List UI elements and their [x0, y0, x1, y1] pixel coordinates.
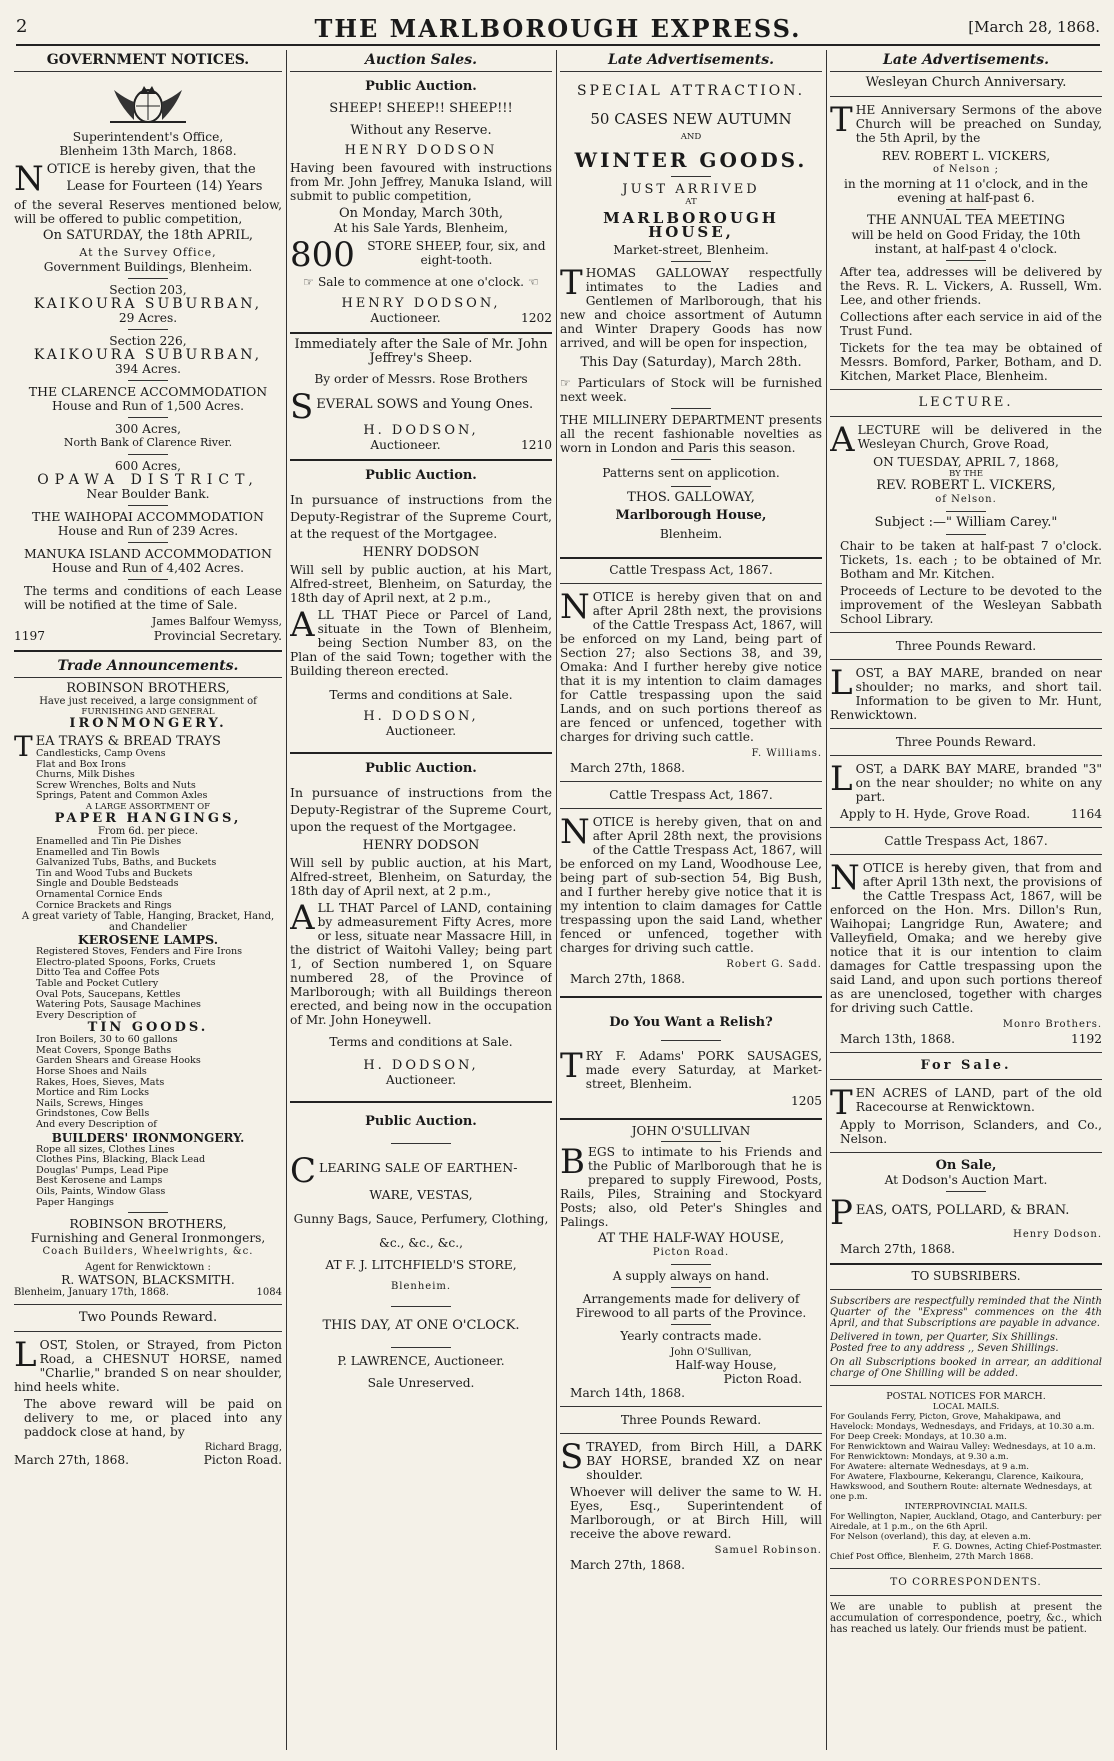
column-government-notices: [14, 50, 282, 1750]
list-item: Galvanized Tubs, Baths, and Buckets: [36, 857, 217, 869]
sows-line: EVERAL SOWS and Young Ones.: [316, 397, 534, 412]
ad-date: March 14th, 1868.: [570, 1386, 686, 1400]
ad-date: March 27th, 1868.: [570, 1558, 686, 1572]
reserve-line: Without any Reserve.: [350, 123, 492, 138]
section-acres: 394 Acres.: [115, 362, 181, 376]
this-day: This Day (Saturday), March 28th.: [580, 355, 802, 370]
list-item: Flat and Box Irons: [36, 758, 126, 770]
store-name: AT F. J. LITCHFIELD'S STORE,: [325, 1258, 517, 1272]
act-title: Cattle Trespass Act, 1867.: [609, 563, 773, 577]
section-number: Section 226,: [109, 334, 187, 348]
list-item: Douglas' Pumps, Lead Pipe: [36, 1164, 169, 1176]
act-title: Cattle Trespass Act, 1867.: [884, 834, 1048, 848]
drop-cap: S: [560, 1437, 584, 1477]
strayed-notice: TRAYED, from Birch Hill, a DARK BAY HORSE, branded XZ on near shoulder.: [586, 1440, 822, 1482]
column-divider: [286, 50, 287, 1750]
list-item: For Wellington, Napier, Auckland, Otago, and Canterbury: per Airedale, at 1 p.m., on the 6th April.: [830, 1512, 1102, 1532]
drop-cap: A: [290, 605, 315, 645]
lost-notice-reward: The above reward will be paid on delivery to me, or placed into any paddock close at hand, by: [24, 1397, 282, 1440]
list-item: For Nelson (overland), this day, at eleven a.m.: [830, 1532, 1031, 1542]
correspondents-text: We are unable to publish at present the accumulation of correspondence, poetry, &c., which has reached us lately. Our friends must be patient.: [830, 1602, 1102, 1635]
list-item: Oval Pots, Saucepans, Kettles: [36, 988, 181, 1000]
auctioneer-name: H. DODSON,: [363, 709, 479, 724]
section-heading: Late Advertisements.: [830, 50, 1102, 72]
firm-name: ROBINSON BROTHERS,: [66, 681, 230, 696]
proceeds-text: Proceeds of Lecture to be devoted to the improvement of the Wesleyan Sabbath School Library.: [840, 584, 1102, 626]
store-town: Blenheim.: [390, 1281, 452, 1292]
preacher-place: of Nelson ;: [933, 164, 999, 175]
mail-schedule: [830, 1412, 1102, 1502]
signer-road: Picton Road.: [723, 1372, 802, 1386]
ad-date: March 27th, 1868.: [570, 972, 686, 986]
autumn-cases: 50 CASES NEW AUTUMN: [590, 110, 792, 128]
drop-cap: B: [560, 1142, 585, 1182]
list-item: For Deep Creek: Mondays, at 10.30 a.m.: [830, 1432, 1007, 1442]
lecture-title: LECTURE.: [918, 395, 1014, 410]
reserves-text: of the several Reserves mentioned below, will be offered to public competition,: [14, 198, 282, 226]
sheep-count: 800: [290, 235, 355, 275]
will-sell-text: Will sell by public auction, at his Mart, Alfred-street, Blenheim, on Saturday, the 18th day of April next, at 2 p.m.,: [290, 563, 552, 605]
section-heading: Late Advertisements.: [560, 50, 822, 72]
goods-list: [14, 837, 282, 911]
lost-mare-notice: OST, a DARK BAY MARE, branded "3" on the near shoulder; no white on any part.: [855, 762, 1102, 804]
list-item: Rope all sizes, Clothes Lines: [36, 1143, 175, 1155]
tea-date: will be held on Good Friday, the 10th instant, at half-past 4 o'clock.: [851, 228, 1081, 256]
addresses-text: After tea, addresses will be delivered by the Revs. R. L. Vickers, A. Russell, Wm. Lee, and other friends.: [840, 265, 1102, 307]
column-divider: [556, 50, 557, 1750]
signer-name: Richard Bragg,: [204, 1442, 282, 1454]
drop-cap: N: [560, 587, 590, 627]
trespass-notice: OTICE is hereby given that on and after April 28th next, the provisions of the Cattle Trespass Act, 1867, will be enforced on my Land, being part of Section 27; also Sections 38, and 39, Omaka: And I further hereby give notice that it is my intention to claim damages for Cattle trespassing upon the said Lands, and on such portions thereof as are fenced or unfenced, together with charges for driving such cattle.: [560, 590, 822, 744]
produce-line: EAS, OATS, POLLARD, & BRAN.: [855, 1203, 1070, 1218]
by-the-label: BY THE: [948, 469, 984, 479]
list-item: Candlesticks, Camp Ovens: [36, 748, 166, 759]
clarence-title: THE CLARENCE ACCOMMODATION: [28, 384, 268, 399]
signer-name: F. Williams.: [751, 748, 822, 759]
issue-date: [March 28, 1868.: [968, 18, 1100, 36]
list-item: For Renwicktown and Wairau Valley: Wednesdays, at 10 a.m.: [830, 1442, 1096, 1452]
column-divider: [826, 50, 827, 1750]
sale-time: THIS DAY, AT ONE O'CLOCK.: [322, 1318, 520, 1333]
signer-name: James Balfour Wemyss,: [151, 615, 282, 628]
sale-day: On Monday, March 30th,: [339, 206, 503, 221]
postmaster-name: F. G. Downes, Acting Chief-Postmaster.: [932, 1542, 1102, 1552]
list-item: Enamelled and Tin Pie Dishes: [36, 835, 182, 847]
subscribers-title: TO SUBSRIBERS.: [911, 1269, 1021, 1283]
store-name: Marlborough House,: [615, 508, 767, 523]
lease-title: Lease for Fourteen (14) Years: [66, 179, 263, 194]
firm-intro: Have just received, a large consignment of: [39, 696, 257, 707]
drop-cap: S: [290, 387, 314, 427]
commence-line: ☞ Sale to commence at one o'clock. ☜: [303, 275, 539, 289]
signer-name: Robert G. Sadd.: [726, 959, 822, 970]
manuka-title: MANUKA ISLAND ACCOMMODATION: [24, 546, 272, 561]
goods-list: [14, 749, 282, 802]
sausage-notice: RY F. Adams' PORK SAUSAGES, made every Saturday, at Market-street, Blenheim.: [585, 1049, 822, 1091]
service-times: in the morning at 11 o'clock, and in the evening at half-past 6.: [844, 177, 1088, 205]
waihopai-title: THE WAIHOPAI ACCOMMODATION: [32, 509, 264, 524]
ad-number: 1084: [256, 1287, 282, 1299]
mail-schedule: [830, 1512, 1102, 1542]
list-item: Table and Pocket Cutlery: [36, 977, 159, 989]
drop-cap: L: [830, 663, 853, 703]
section-name: KAIKOURA SUBURBAN,: [33, 296, 263, 312]
list-item: Watering Pots, Sausage Machines: [36, 999, 201, 1011]
terms-line: Terms and conditions at Sale.: [329, 688, 513, 702]
list-item: Horse Shoes and Nails: [36, 1066, 147, 1078]
picton-road: Picton Road.: [652, 1247, 730, 1258]
just-arrived: JUST ARRIVED: [622, 182, 760, 197]
drop-cap: C: [290, 1151, 317, 1191]
ad-date: March 27th, 1868.: [840, 1242, 956, 1256]
drop-cap: P: [830, 1193, 853, 1233]
ad-date: Blenheim, January 17th, 1868.: [14, 1287, 169, 1299]
on-sale-title: On Sale,: [935, 1158, 997, 1173]
auctioneer-label: Auctioneer.: [385, 1073, 457, 1087]
apply-line: Apply to H. Hyde, Grove Road.: [840, 807, 1031, 821]
apply-line: Apply to Morrison, Sclanders, and Co., Nelson.: [840, 1118, 1102, 1146]
tickets-text: Tickets for the tea may be obtained of Messrs. Bomford, Parker, Botham, and D. Kitchen, Market Place, Blenheim.: [840, 341, 1102, 383]
land-for-sale: EN ACRES of LAND, part of the old Racecourse at Renwicktown.: [855, 1086, 1102, 1114]
marlborough-house: MARLBOROUGH HOUSE,: [603, 209, 779, 241]
list-item: Enamelled and Tin Bowls: [36, 846, 160, 858]
firm-description: Furnishing and General Ironmongers,: [30, 1231, 266, 1246]
signer-name: John O'Sullivan,: [670, 1347, 752, 1358]
drop-cap: T: [830, 100, 853, 140]
pointing-hand-icon: ☜: [524, 275, 539, 289]
list-item: Springs, Patent and Common Axles: [36, 790, 208, 802]
section-heading: Trade Announcements.: [14, 656, 282, 678]
and-label: AND: [680, 132, 702, 142]
drop-cap: T: [560, 263, 583, 303]
list-item: Nails, Screws, Hinges: [36, 1097, 144, 1109]
goods-list: [14, 1035, 282, 1130]
agent-label: Agent for Renwicktown :: [85, 1262, 211, 1274]
stock-particulars: Particulars of Stock will be furnished next week.: [560, 376, 822, 404]
list-item: For Goulands Ferry, Picton, Grove, Mahakipawa, and Havelock: Mondays, Wednesdays, and Fridays, at 10.30 a.m.: [830, 1412, 1095, 1432]
auctioneer-name: HENRY DODSON: [344, 143, 498, 158]
drop-cap: N: [14, 159, 44, 199]
signer-name: Henry Dodson.: [1013, 1229, 1102, 1240]
section-acres: 29 Acres.: [118, 311, 178, 325]
contracts-line: Yearly contracts made.: [620, 1329, 762, 1343]
section-heading: Auction Sales.: [290, 50, 552, 72]
ad-number: 1202: [520, 311, 552, 325]
list-item: Best Kerosene and Lamps: [36, 1175, 163, 1187]
after-sale: Immediately after the Sale of Mr. John Jeffrey's Sheep.: [294, 337, 548, 366]
supply-line: A supply always on hand.: [612, 1269, 770, 1283]
preacher-name: REV. ROBERT L. VICKERS,: [881, 149, 1051, 163]
list-item: Registered Stoves, Fenders and Fire Irons: [36, 946, 243, 958]
list-item: Iron Boilers, 30 to 60 gallons: [36, 1034, 178, 1046]
ironmongery-title: IRONMONGERY.: [69, 716, 227, 731]
market-street: Market-street, Blenheim.: [613, 243, 769, 257]
opawa-district: OPAWA DISTRICT,: [37, 472, 259, 488]
for-sale-title: For Sale.: [920, 1058, 1012, 1073]
auctioneer-name: H. DODSON,: [363, 1058, 479, 1073]
signer-title: Provincial Secretary.: [153, 629, 282, 643]
notice-text: OTICE is hereby given, that the: [46, 162, 256, 177]
builders-title: BUILDERS' IRONMONGERY.: [51, 1130, 245, 1145]
drop-cap: N: [560, 812, 590, 852]
drop-cap: N: [830, 858, 860, 898]
auctioneer-name: P. LAWRENCE, Auctioneer.: [337, 1354, 505, 1368]
pursuance-text: In pursuance of instructions from the Deputy-Registrar of the Supreme Court, at the request of the Mortgagee.: [290, 492, 552, 541]
posted-rate: Posted free to any address ,, Seven Shillings.: [830, 1343, 1059, 1354]
list-item: Screw Wrenches, Bolts and Nuts: [36, 779, 196, 791]
reward-heading: Three Pounds Reward.: [895, 639, 1037, 653]
list-item: Every Description of: [36, 1009, 136, 1021]
store-town: Blenheim.: [659, 527, 723, 541]
galloway-notice: HOMAS GALLOWAY respectfully intimates to the Ladies and Gentlemen of Marlborough, that his new and choice assortment of Autumn and Winter Drapery Goods has now arrived, and will be open for inspection,: [560, 266, 822, 350]
ad-number: 1210: [520, 438, 552, 452]
list-item: Single and Double Bedsteads: [36, 878, 179, 890]
price-line: From 6d. per piece.: [97, 825, 198, 837]
lecture-notice: LECTURE will be delivered in the Wesleyan Church, Grove Road,: [857, 423, 1102, 451]
sale-date: On SATURDAY, the 18th APRIL,: [42, 228, 254, 243]
at-label: AT: [685, 197, 697, 207]
signer-name: Monro Brothers.: [1002, 1019, 1102, 1030]
boulder-bank: Near Boulder Bank.: [86, 487, 210, 501]
inter-mails-label: INTERPROVINCIAL MAILS.: [904, 1502, 1028, 1512]
delivered-rate: Delivered in town, per Quarter, Six Shillings.: [830, 1332, 1059, 1343]
goods-list: [14, 947, 282, 1021]
auction-title: Public Auction.: [365, 468, 477, 483]
list-item: Clothes Pins, Blacking, Black Lead: [36, 1154, 206, 1166]
anniversary-notice: HE Anniversary Sermons of the above Church will be preached on Sunday, the 5th April, by the: [855, 103, 1102, 145]
lecture-subject: Subject :—" William Carey.": [874, 515, 1058, 530]
firm-trades: Coach Builders, Wheelwrights, &c.: [42, 1246, 254, 1258]
column-auction-sales: [290, 50, 552, 1750]
lecture-date: ON TUESDAY, APRIL 7, 1868,: [873, 455, 1059, 469]
section-heading: GOVERNMENT NOTICES.: [14, 50, 282, 72]
chair-text: Chair to be taken at half-past 7 o'clock. Tickets, 1s. each ; to be obtained of Mr. Botham and Mr. Kitchen.: [840, 539, 1102, 581]
office-line: Superintendent's Office,: [72, 130, 224, 144]
acres-300: 300 Acres,: [115, 422, 181, 436]
terms-text: The terms and conditions of each Lease will be notified at the time of Sale.: [24, 584, 282, 612]
postal-title: POSTAL NOTICES FOR MARCH.: [886, 1391, 1046, 1402]
variety-line: A great variety of Table, Hanging, Bracket, Hand, and Chandelier: [21, 911, 275, 934]
auction-mart: At Dodson's Auction Mart.: [884, 1173, 1048, 1187]
kerosene-title: KEROSENE LAMPS.: [77, 932, 219, 948]
tin-goods-title: TIN GOODS.: [87, 1020, 209, 1036]
auction-title: Public Auction.: [365, 79, 477, 94]
pointing-hand-icon: ☞: [303, 275, 318, 289]
anniversary-title: Wesleyan Church Anniversary.: [865, 75, 1067, 90]
auction-title: Public Auction.: [365, 1114, 477, 1129]
auctioneer-label: Auctioneer.: [385, 724, 457, 738]
column-late-advertisements: [560, 50, 822, 1750]
lost-mare-notice: OST, a BAY MARE, branded on near shoulder; no marks, and short tail. Information to be given to Mr. Hunt, Renwicktown.: [830, 666, 1102, 722]
trespass-notice: OTICE is hereby given, that on and after April 28th next, the provisions of the Cattle Trespass Act, 1867, will be enforced on my Land, Woodhouse Lee, being part of sub-section 54, Big Bush, and I further hereby give notice that it is my intention to claim damages for Cattle trespassing upon the said Land, whether fenced or unfenced, together with charges for driving such cattle.: [560, 815, 822, 955]
post-office-line: Chief Post Office, Blenheim, 27th March 1868.: [830, 1552, 1034, 1562]
waihopai-run: House and Run of 239 Acres.: [57, 524, 239, 538]
winter-goods: WINTER GOODS.: [574, 148, 808, 172]
gov-buildings: Government Buildings, Blenheim.: [43, 260, 253, 274]
list-item: Ditto Tea and Coffee Pots: [36, 967, 160, 979]
tea-meeting: THE ANNUAL TEA MEETING: [866, 213, 1065, 228]
list-item: Paper Hangings: [36, 1196, 114, 1208]
pointing-hand-icon: ☞: [560, 376, 578, 390]
ad-number: 1205: [790, 1094, 822, 1108]
etc-line: &c., &c., &c.,: [378, 1236, 463, 1250]
unreserved-line: Sale Unreserved.: [367, 1376, 475, 1390]
millinery-notice: THE MILLINERY DEPARTMENT presents all the recent fashionable novelties as worn in London and Paris this season.: [560, 413, 822, 455]
auctioneer-name: HENRY DODSON: [362, 838, 480, 853]
ad-number: 1197: [14, 629, 46, 643]
list-item: For Awatere: alternate Wednesdays, at 9 a.m.: [830, 1462, 1029, 1472]
lecturer-name: REV. ROBERT L. VICKERS,: [876, 478, 1056, 493]
firm-name: ROBINSON BROTHERS,: [69, 1216, 227, 1232]
lecturer-place: of Nelson.: [935, 494, 997, 505]
signer-name: Samuel Robinson.: [714, 1545, 822, 1556]
list-item: Meat Covers, Sponge Baths: [36, 1044, 172, 1056]
auctioneer-name: HENRY DODSON,: [341, 296, 501, 311]
reward-text: Whoever will deliver the same to W. H. Eyes, Esq., Superintendent of Marlborough, or at Birch Hill, will receive the above reward.: [570, 1485, 822, 1541]
drop-cap: T: [560, 1046, 583, 1086]
auctioneer-name: HENRY DODSON: [362, 545, 480, 560]
section-name: KAIKOURA SUBURBAN,: [33, 347, 263, 363]
list-item: Rakes, Hoes, Sieves, Mats: [36, 1076, 165, 1088]
agent-name: R. WATSON, BLACKSMITH.: [61, 1273, 235, 1288]
arrangements: Arrangements made for delivery of Firewood to all parts of the Province.: [575, 1292, 807, 1320]
auctioneer-label: Auctioneer.: [370, 438, 441, 452]
instruction-text: Having been favoured with instructions from Mr. John Jeffrey, Manuka Island, will submit to public competition,: [290, 161, 552, 203]
pursuance-text: In pursuance of instructions from the Deputy-Registrar of the Supreme Court, upon the request of the Mortgagee.: [290, 785, 552, 834]
drop-cap: L: [14, 1335, 37, 1376]
list-item: Grindstones, Cow Bells: [36, 1108, 150, 1120]
clearing-items: WARE, VESTAS,: [369, 1187, 473, 1202]
north-bank: North Bank of Clarence River.: [63, 436, 233, 449]
auctioneer-name: H. DODSON,: [363, 423, 479, 438]
list-item: And every Description of: [36, 1119, 157, 1131]
list-item: Electro-plated Spoons, Forks, Cruets: [36, 956, 216, 968]
ad-date: March 27th, 1868.: [570, 761, 686, 775]
reward-heading: Three Pounds Reward.: [620, 1413, 762, 1427]
ad-date: March 13th, 1868.: [840, 1032, 956, 1046]
sale-yards: At his Sale Yards, Blenheim,: [333, 221, 509, 235]
list-item: For Awatere, Flaxbourne, Kekerangu, Clarence, Kaikoura, Hawkswood, and Southern Route: alternate Wednesdays, at one p.m.: [830, 1472, 1092, 1502]
at-office: At the Survey Office,: [79, 246, 217, 259]
patterns-line: Patterns sent on applicotion.: [602, 466, 780, 480]
drop-cap: A: [830, 420, 855, 460]
firewood-notice: EGS to intimate to his Friends and the Public of Marlborough that he is prepared to supply Firewood, Posts, Rails, Piles, Straining and Stockyard Posts; also, old Peter's Shingles and Palings.: [560, 1145, 822, 1229]
sheep-headline: SHEEP! SHEEP!! SHEEP!!!: [329, 101, 513, 116]
list-item: For Renwicktown: Mondays, at 9.30 a.m.: [830, 1452, 1009, 1462]
land-description: LL THAT Piece or Parcel of Land, situate in the Town of Blenheim, being Section Number 83, on the Plan of the said Town; together with the Building thereon erected.: [290, 608, 552, 678]
column-late-advertisements-2: [830, 50, 1102, 1750]
ad-number: 1164: [1070, 807, 1102, 821]
drop-cap: T: [830, 1083, 853, 1123]
tea-trays: EA TRAYS & BREAD TRAYS: [35, 734, 221, 749]
list-item: Oils, Paints, Window Glass: [36, 1186, 166, 1197]
subscribers-text: Subscribers are respectfully reminded that the Ninth Quarter of the "Express" commences on the 4th April, and that Subscriptions are payable in advance.: [830, 1296, 1102, 1329]
manuka-run: House and Run of 4,402 Acres.: [52, 561, 244, 575]
reward-heading: Three Pounds Reward.: [895, 735, 1037, 749]
drop-cap: L: [830, 759, 853, 799]
list-item: Cornice Brackets and Rings: [36, 899, 172, 911]
advertiser-name: JOHN O'SULLIVAN: [631, 1124, 751, 1138]
terms-line: Terms and conditions at Sale.: [329, 1035, 513, 1049]
list-item: Churns, Milk Dishes: [36, 769, 135, 781]
firm-sub: FURNISHING AND GENERAL: [81, 707, 215, 717]
special-attraction: SPECIAL ATTRACTION.: [576, 83, 806, 99]
list-item: Garden Shears and Grease Hooks: [36, 1055, 201, 1067]
ad-place: Picton Road.: [203, 1453, 282, 1468]
land-description: LL THAT Parcel of LAND, containing by admeasurement Fifty Acres, more or less, situate near Massacre Hill, in the district of Waitohi Valley; being part 1, of Section numbered 1, on Square numbered 28, of the Province of Marlborough; with all Buildings thereon erected, and being now in the occupation of Mr. John Honeywell.: [290, 901, 552, 1027]
store-sheep: STORE SHEEP, four, six, and eight-tooth.: [367, 239, 546, 267]
relish-title: Do You Want a Relish?: [609, 1015, 773, 1030]
list-item: Mortice and Rim Locks: [36, 1087, 149, 1099]
drop-cap: A: [290, 898, 315, 938]
paper-hangings-title: PAPER HANGINGS,: [54, 810, 242, 826]
local-mails-label: LOCAL MAILS.: [932, 1402, 1000, 1412]
masthead: [16, 12, 1100, 46]
clarence-run: House and Run of 1,500 Acres.: [52, 399, 244, 413]
list-item: Ornamental Cornice Ends: [36, 888, 163, 900]
newspaper-title: THE MARLBOROUGH EXPRESS.: [314, 14, 802, 43]
list-item: Tin and Wood Tubs and Buckets: [36, 867, 193, 879]
drop-cap: T: [14, 730, 33, 763]
section-number: Section 203,: [109, 283, 187, 297]
clearing-sale: LEARING SALE OF EARTHEN-: [319, 1160, 518, 1175]
arrear-charge: On all Subscriptions booked in arrear, an additional charge of One Shilling will be added.: [830, 1357, 1102, 1379]
will-sell-text: Will sell by public auction, at his Mart, Alfred-street, Blenheim, on Saturday, the 18th day of April next, at 2 p.m.,: [290, 856, 552, 898]
goods-list: [14, 1145, 282, 1209]
lost-notice: OST, Stolen, or Strayed, from Picton Road, a CHESNUT HORSE, named "Charlie," branded S on near shoulder, hind heels white.: [14, 1338, 282, 1395]
correspondents-title: TO CORRESPONDENTS.: [890, 1576, 1042, 1588]
page-number: 2: [16, 16, 28, 37]
ad-number: 1192: [1070, 1032, 1102, 1046]
auctioneer-label: Auctioneer.: [370, 311, 441, 325]
merchant-name: THOS. GALLOWAY,: [627, 490, 755, 505]
auction-title: Public Auction.: [365, 761, 477, 776]
royal-crest-icon: [100, 76, 196, 126]
collections-text: Collections after each service in aid of the Trust Fund.: [840, 310, 1102, 338]
office-date: Blenheim 13th March, 1868.: [59, 144, 237, 158]
halfway-house: AT THE HALF-WAY HOUSE,: [597, 1231, 785, 1246]
assortment-label: A LARGE ASSORTMENT OF: [85, 801, 211, 812]
signer-place: Half-way House,: [675, 1358, 777, 1372]
acres-600: 600 Acres,: [115, 459, 181, 473]
reward-heading: Two Pounds Reward.: [78, 1310, 218, 1326]
clearing-goods: Gunny Bags, Sauce, Perfumery, Clothing,: [293, 1212, 549, 1226]
ad-date: March 27th, 1868.: [14, 1453, 130, 1468]
order-line: By order of Messrs. Rose Brothers: [314, 372, 528, 386]
act-title: Cattle Trespass Act, 1867.: [609, 788, 773, 802]
trespass-notice: OTICE is hereby given, that from and after April 13th next, the provisions of the Cattle Trespass Act, 1867, will be enforced on the Hon. Mrs. Dillon's Run, Waihopai; Langridge Run, Awatere; and Valleyfield, Omaka; and we hereby give notice that it is our intention to claim damages for Cattle trespassing upon the said Land, and upon such portions thereof as are unenclosed, together with charges for driving such Cattle.: [830, 861, 1102, 1015]
